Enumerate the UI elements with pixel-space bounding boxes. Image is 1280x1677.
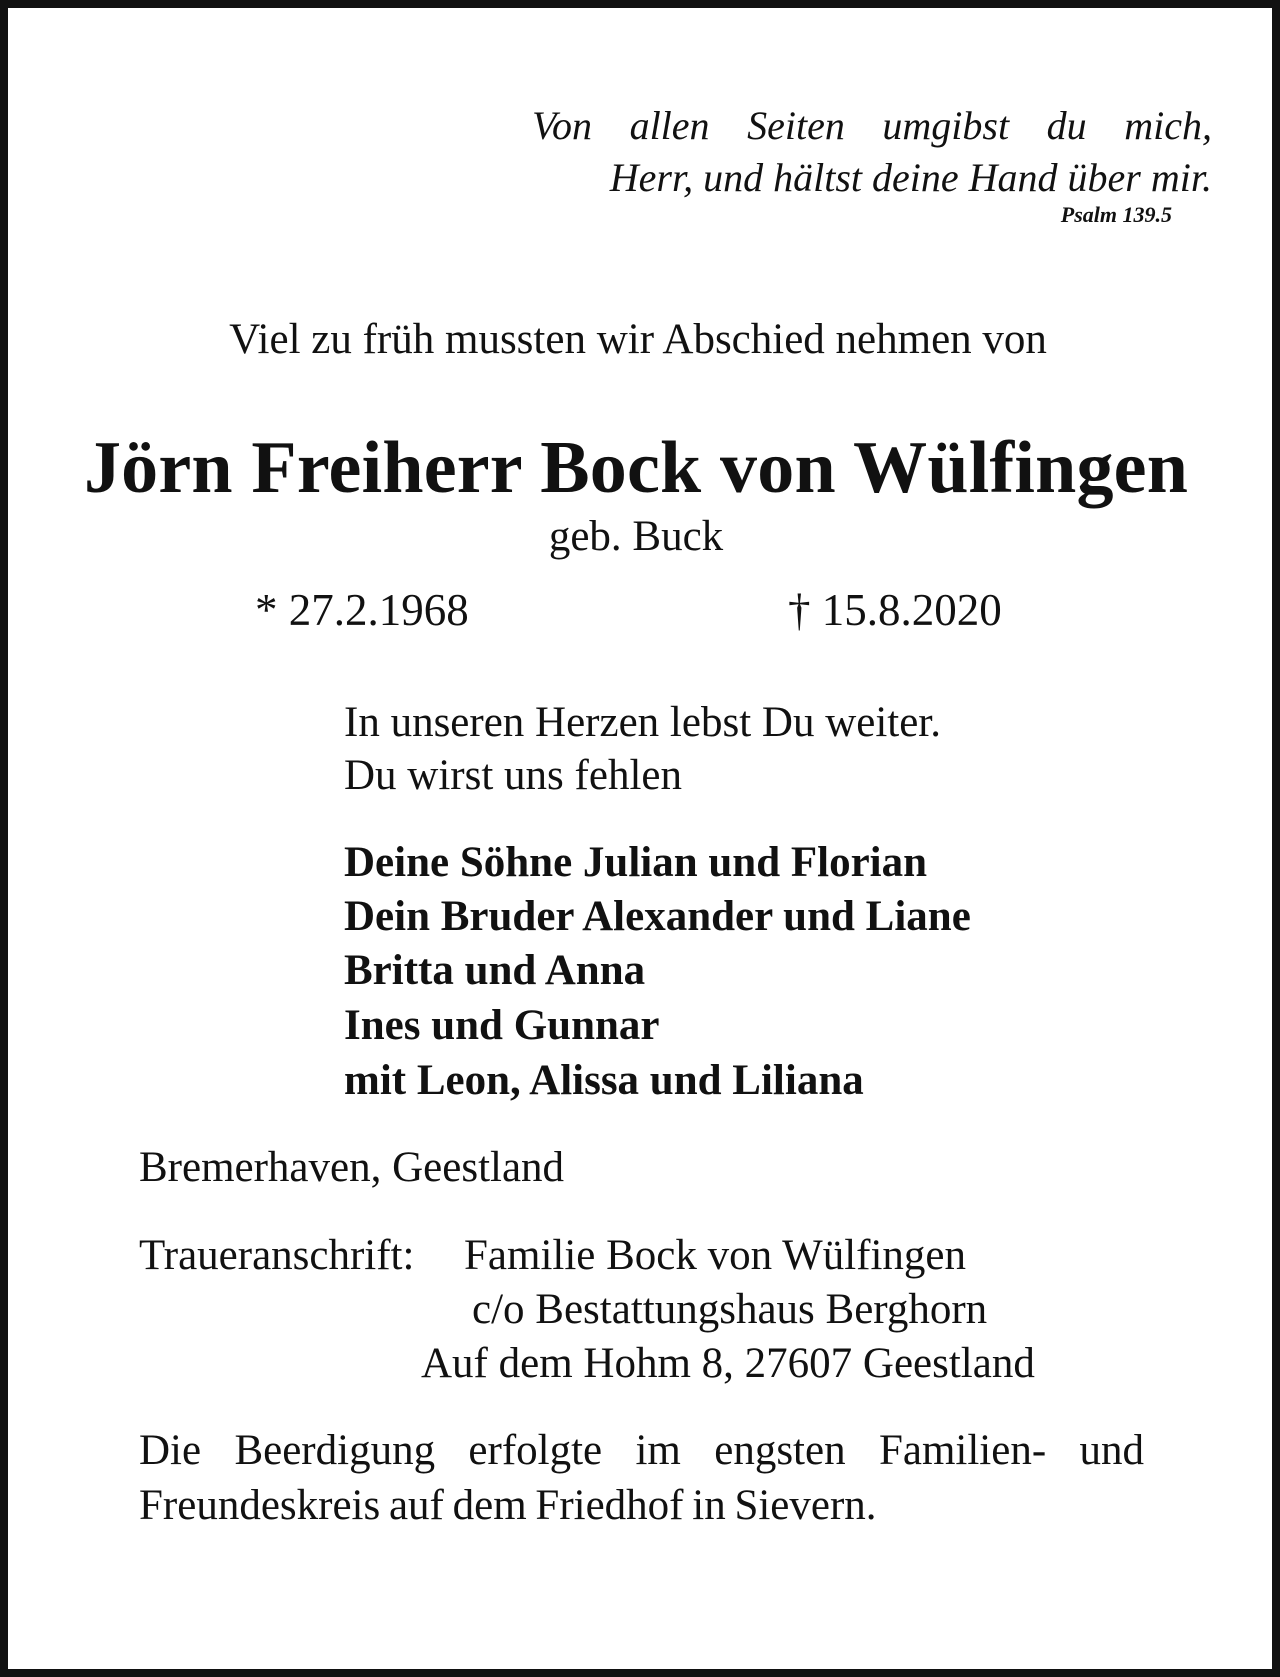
verse-line-1: Von allen Seiten umgibst du mich, (532, 103, 1212, 148)
birth-name: geb. Buck (548, 513, 724, 560)
farewell-line-2: Du wirst uns fehlen (344, 752, 682, 799)
address-label: Traueranschrift: (139, 1232, 415, 1279)
verse-line-2: Herr, und hältst deine Hand über mir. (609, 155, 1212, 200)
death-date: † 15.8.2020 (788, 585, 1002, 635)
deceased-name: Jörn Freiherr Bock von Wülfingen (83, 427, 1189, 509)
funeral-note-line-1: Die Beerdigung erfolgte im engsten Familien- und (139, 1427, 1144, 1474)
mourner-line: Britta und Anna (344, 947, 646, 994)
farewell-line-1: In unseren Herzen lebst Du weiter. (344, 699, 942, 746)
address-line-3: Auf dem Hohm 8, 27607 Geestland (421, 1340, 1035, 1387)
funeral-note-line-2: Freundeskreis auf dem Friedhof in Sievern. (139, 1482, 877, 1529)
address-line-2: c/o Bestattungshaus Berghorn (472, 1286, 988, 1333)
mourner-line: Deine Söhne Julian und Florian (344, 839, 928, 886)
mourner-line: Dein Bruder Alexander und Liane (344, 893, 971, 940)
intro-text: Viel zu früh mussten wir Abschied nehmen von (229, 316, 1047, 363)
places-text: Bremerhaven, Geestland (139, 1144, 565, 1191)
address-line-1: Familie Bock von Wülfingen (464, 1232, 966, 1279)
birth-date: * 27.2.1968 (255, 585, 469, 635)
mourner-line: mit Leon, Alissa und Liliana (344, 1057, 864, 1104)
mourner-line: Ines und Gunnar (344, 1002, 660, 1049)
verse-reference: Psalm 139.5 (1060, 202, 1172, 227)
